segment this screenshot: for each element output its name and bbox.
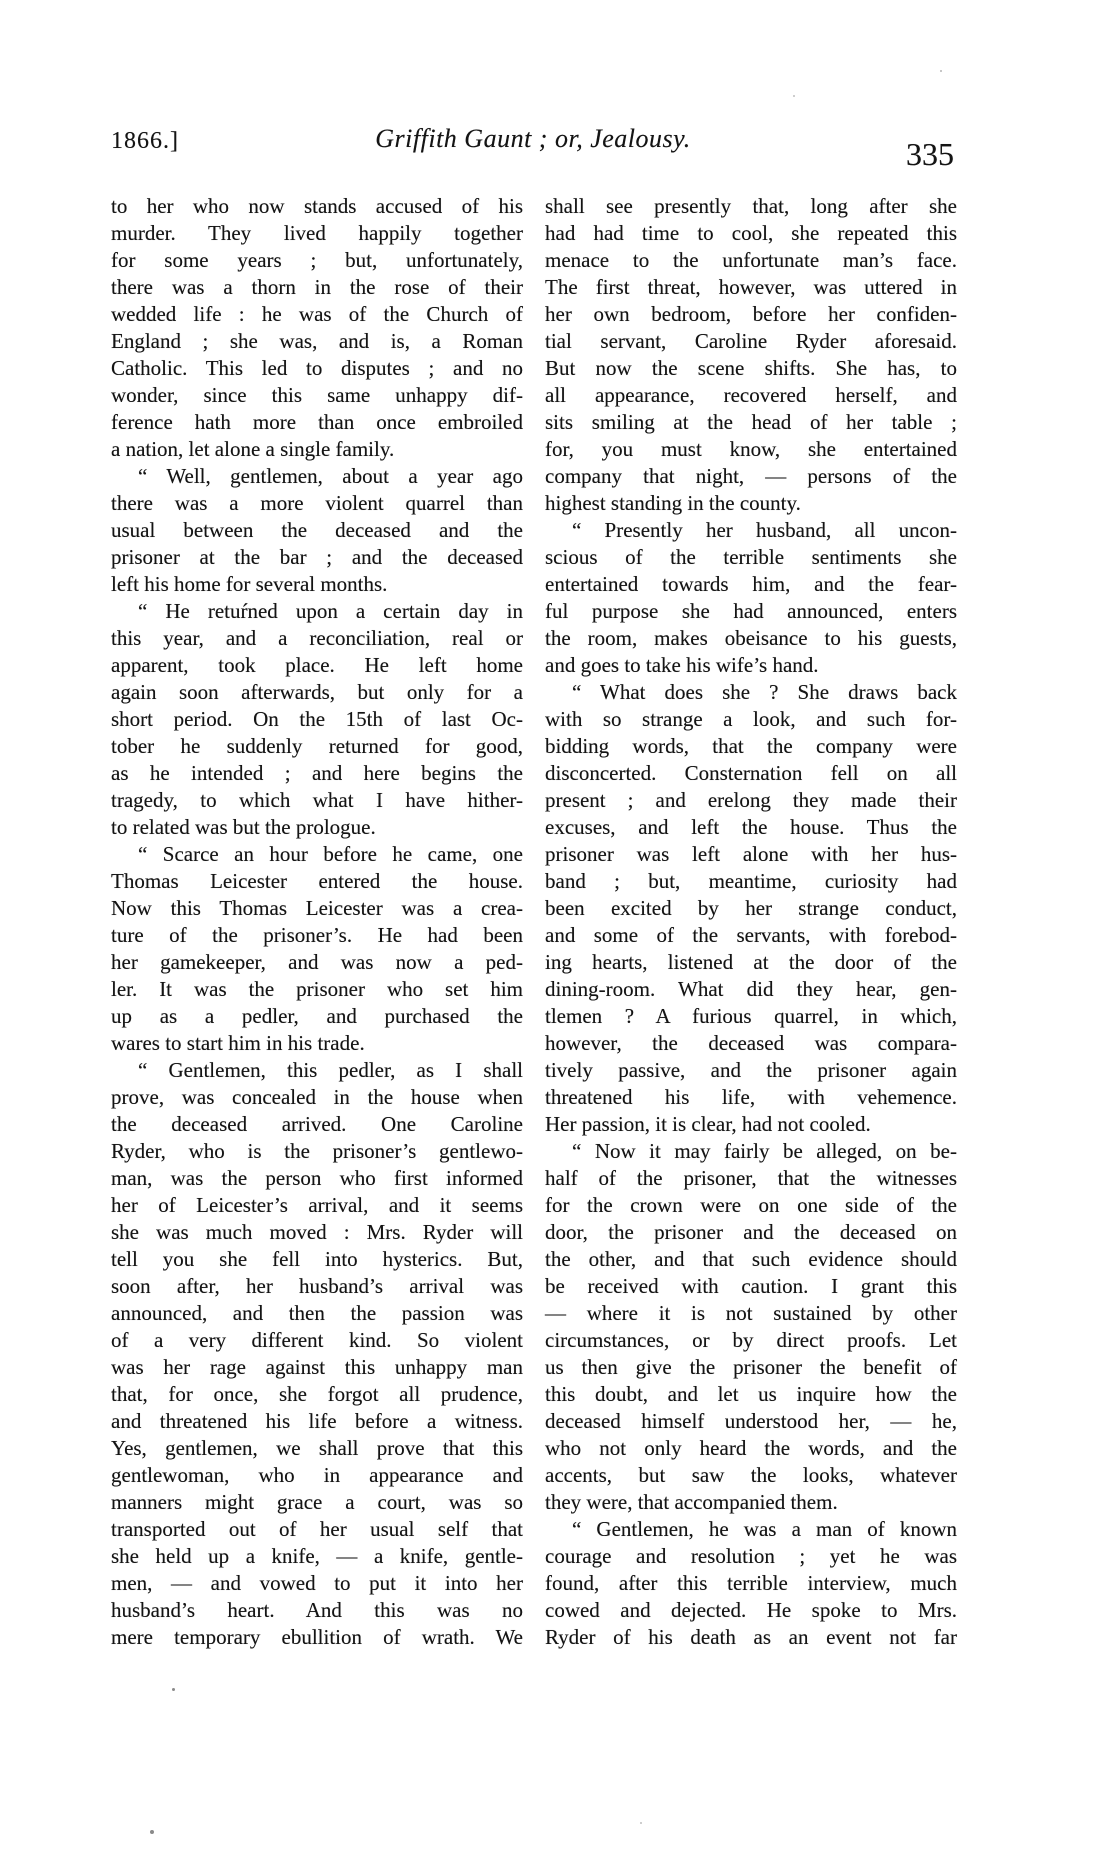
text-line: menace to the unfortunate man’s face. — [545, 248, 957, 272]
text-line: ler. It was the prisoner who set him — [111, 977, 523, 1001]
text-line: company that night, — persons of the — [545, 464, 957, 488]
text-line: transported out of her usual self that — [111, 1517, 523, 1541]
text-line: disconcerted. Consternation fell on all — [545, 761, 957, 785]
text-line: this doubt, and let us inquire how the — [545, 1382, 957, 1406]
text-line: door, the prisoner and the deceased on — [545, 1220, 957, 1244]
scan-speck — [940, 70, 942, 72]
paragraph — [111, 463, 523, 598]
text-line: “ Scarce an hour before he came, one — [138, 842, 523, 866]
text-line: scious of the terrible sentiments she — [545, 545, 957, 569]
text-line: for some years ; but, unfortunately, — [111, 248, 523, 272]
text-line: be received with caution. I grant this — [545, 1274, 957, 1298]
scan-speck — [150, 1830, 154, 1834]
text-line: manners might grace a court, was so — [111, 1490, 523, 1514]
text-line: ing hearts, listened at the door of the — [545, 950, 957, 974]
text-line: ture of the prisoner’s. He had been — [111, 923, 523, 947]
text-line: the room, makes obeisance to his guests, — [545, 626, 957, 650]
text-line: Her passion, it is clear, had not cooled. — [545, 1112, 871, 1136]
text-line: husband’s heart. And this was no — [111, 1598, 523, 1622]
text-line: Now this Thomas Leicester was a crea- — [111, 896, 523, 920]
text-line: her of Leicester’s arrival, and it seems — [111, 1193, 523, 1217]
paragraph — [545, 517, 957, 679]
text-line: her gamekeeper, and was now a ped- — [111, 950, 523, 974]
text-line: men, — and vowed to put it into her — [111, 1571, 523, 1595]
text-line: the other, and that such evidence should — [545, 1247, 957, 1271]
text-line: there was a more violent quarrel than — [111, 491, 523, 515]
text-line: she held up a knife, — a knife, gentle- — [111, 1544, 523, 1568]
text-line: England ; she was, and is, a Roman — [111, 329, 523, 353]
text-line: shall see presently that, long after she — [545, 194, 957, 218]
text-line: — where it is not sustained by other — [545, 1301, 957, 1325]
text-line: to related was but the prologue. — [111, 815, 376, 839]
text-line: however, the deceased was compara- — [545, 1031, 957, 1055]
text-line: courage and resolution ; yet he was — [545, 1544, 957, 1568]
text-line: all appearance, recovered herself, and — [545, 383, 957, 407]
text-line: cowed and dejected. He spoke to Mrs. — [545, 1598, 957, 1622]
text-line: as he intended ; and here begins the — [111, 761, 523, 785]
text-line: who not only heard the words, and the — [545, 1436, 957, 1460]
paragraph — [111, 841, 523, 1057]
paragraph — [545, 193, 957, 517]
header-date: 1866.] — [111, 128, 179, 154]
text-line: The first threat, however, was uttered in — [545, 275, 957, 299]
text-line: this year, and a reconciliation, real or — [111, 626, 523, 650]
text-line: her own bedroom, before her confiden- — [545, 302, 957, 326]
text-line: us then give the prisoner the benefit of — [545, 1355, 957, 1379]
text-line: of a very different kind. So violent — [111, 1328, 523, 1352]
paragraph — [545, 1138, 957, 1516]
header-title: Griffith Gaunt ; or, Jealousy. — [375, 124, 691, 153]
text-line: wedded life : he was of the Church of — [111, 302, 523, 326]
text-line: prisoner at the bar ; and the deceased — [111, 545, 523, 569]
text-line: announced, and then the passion was — [111, 1301, 523, 1325]
text-line: up as a pedler, and purchased the — [111, 1004, 523, 1028]
text-line: for, you must know, she entertained — [545, 437, 957, 461]
text-line: that, for once, she forgot all prudence, — [111, 1382, 523, 1406]
text-line: Ryder, who is the prisoner’s gentlewo- — [111, 1139, 523, 1163]
text-column-right — [545, 193, 957, 1651]
text-line: half of the prisoner, that the witnesses — [545, 1166, 957, 1190]
text-line: Catholic. This led to disputes ; and no — [111, 356, 523, 380]
text-line: wonder, since this same unhappy dif- — [111, 383, 523, 407]
text-line: to her who now stands accused of his — [111, 194, 523, 218]
paragraph — [111, 598, 523, 841]
paragraph — [111, 193, 523, 463]
text-line: prove, was concealed in the house when — [111, 1085, 523, 1109]
text-line: and goes to take his wife’s hand. — [545, 653, 819, 677]
header-page-number: 335 — [906, 136, 954, 172]
text-line: tragedy, to which what I have hither- — [111, 788, 523, 812]
text-line: But now the scene shifts. She has, to — [545, 356, 957, 380]
text-line: Thomas Leicester entered the house. — [111, 869, 523, 893]
text-line: entertained towards him, and the fear- — [545, 572, 957, 596]
scan-speck — [793, 95, 795, 97]
text-line: been excited by her strange conduct, — [545, 896, 957, 920]
text-line: left his home for several months. — [111, 572, 388, 596]
text-line: highest standing in the county. — [545, 491, 801, 515]
text-line: found, after this terrible interview, much — [545, 1571, 957, 1595]
text-line: gentlewoman, who in appearance and — [111, 1463, 523, 1487]
text-line: a nation, let alone a single family. — [111, 437, 395, 461]
text-line: Ryder of his death as an event not far — [545, 1625, 957, 1649]
text-line: “ Well, gentlemen, about a year ago — [138, 464, 523, 488]
text-line: wares to start him in his trade. — [111, 1031, 365, 1055]
text-line: the deceased arrived. One Caroline — [111, 1112, 523, 1136]
text-line: man, was the person who first informed — [111, 1166, 523, 1190]
text-column-left — [111, 193, 523, 1651]
text-line: tell you she fell into hysterics. But, — [111, 1247, 523, 1271]
text-line: circumstances, or by direct proofs. Let — [545, 1328, 957, 1352]
text-line: prisoner was left alone with her hus- — [545, 842, 957, 866]
text-line: there was a thorn in the rose of their — [111, 275, 523, 299]
paragraph — [111, 1057, 523, 1651]
text-line: apparent, took place. He left home — [111, 653, 523, 677]
text-line: excuses, and left the house. Thus the — [545, 815, 957, 839]
text-line: tober he suddenly returned for good, — [111, 734, 523, 758]
text-line: Yes, gentlemen, we shall prove that this — [111, 1436, 523, 1460]
text-line: deceased himself understood her, — he, — [545, 1409, 957, 1433]
scan-speck — [640, 1822, 642, 1824]
text-line: had had time to cool, she repeated this — [545, 221, 957, 245]
text-line: tlemen ? A furious quarrel, in which, — [545, 1004, 957, 1028]
text-line: mere temporary ebullition of wrath. We — [111, 1625, 523, 1649]
text-line: soon after, her husband’s arrival was — [111, 1274, 523, 1298]
paragraph — [545, 679, 957, 1138]
text-line: ful purpose she had announced, enters — [545, 599, 957, 623]
text-line: with so strange a look, and such for- — [545, 707, 957, 731]
text-line: ference hath more than once embroiled — [111, 410, 523, 434]
text-line: sits smiling at the head of her table ; — [545, 410, 957, 434]
text-line: she was much moved : Mrs. Ryder will — [111, 1220, 523, 1244]
text-line: tial servant, Caroline Ryder aforesaid. — [545, 329, 957, 353]
text-line: “ Presently her husband, all uncon- — [572, 518, 957, 542]
text-line: dining-room. What did they hear, gen- — [545, 977, 957, 1001]
text-line: was her rage against this unhappy man — [111, 1355, 523, 1379]
text-line: again soon afterwards, but only for a — [111, 680, 523, 704]
text-line: “ He retuŕned upon a certain day in — [138, 599, 523, 623]
text-line: threatened his life, with vehemence. — [545, 1085, 957, 1109]
text-line: and threatened his life before a witness. — [111, 1409, 523, 1433]
text-line: “ What does she ? She draws back — [572, 680, 957, 704]
text-line: short period. On the 15th of last Oc- — [111, 707, 523, 731]
text-line: they were, that accompanied them. — [545, 1490, 838, 1514]
text-line: “ Now it may fairly be alleged, on be- — [572, 1139, 957, 1163]
text-line: accents, but saw the looks, whatever — [545, 1463, 957, 1487]
paragraph — [545, 1516, 957, 1651]
text-line: murder. They lived happily together — [111, 221, 523, 245]
text-line: present ; and erelong they made their — [545, 788, 957, 812]
text-line: tively passive, and the prisoner again — [545, 1058, 957, 1082]
scan-speck — [172, 1688, 175, 1691]
text-line: for the crown were on one side of the — [545, 1193, 957, 1217]
text-line: “ Gentlemen, this pedler, as I shall — [138, 1058, 523, 1082]
text-line: usual between the deceased and the — [111, 518, 523, 542]
text-line: bidding words, that the company were — [545, 734, 957, 758]
text-line: “ Gentlemen, he was a man of known — [572, 1517, 957, 1541]
text-line: band ; but, meantime, curiosity had — [545, 869, 957, 893]
text-line: and some of the servants, with forebod- — [545, 923, 957, 947]
